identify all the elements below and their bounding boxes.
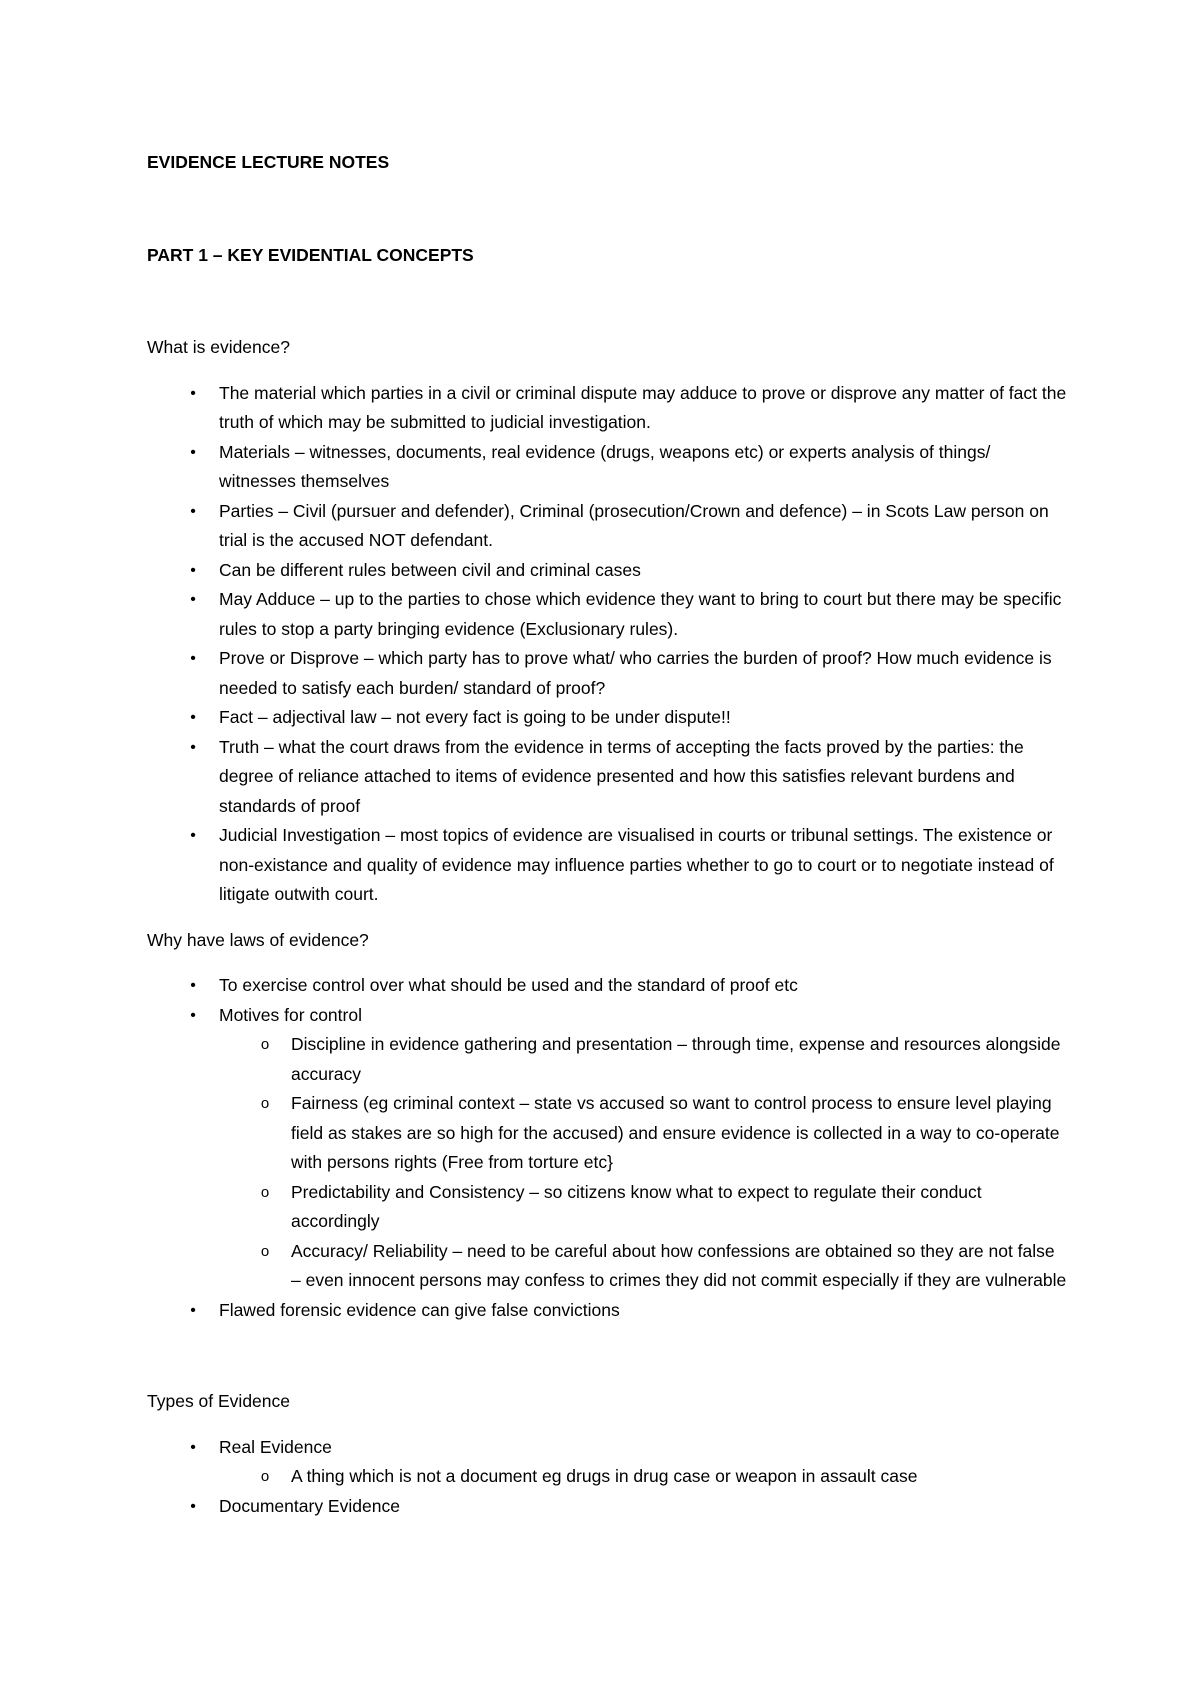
sub-list-item: o Predictability and Consistency – so citizens know what to expect to regulate their conduct accordingly: [219, 1178, 1067, 1237]
list-item: • Parties – Civil (pursuer and defender), Criminal (prosecution/Crown and defence) – in Scots Law person on trial is the accused NOT defendant.: [147, 497, 1067, 556]
bullet-icon: •: [190, 650, 196, 667]
document-title: EVIDENCE LECTURE NOTES: [147, 152, 390, 172]
list-item: • The material which parties in a civil or criminal dispute may adduce to prove or disprove any matter of fact the truth of which may be submitted to judicial investigation.: [147, 379, 1067, 438]
sub-list-item: o Discipline in evidence gathering and presentation – through time, expense and resources alongside accuracy: [219, 1030, 1067, 1089]
types-of-evidence-list: [147, 1433, 1067, 1522]
bullet-icon: •: [190, 591, 196, 608]
list-item: • Can be different rules between civil and criminal cases: [147, 556, 1067, 586]
sub-list-item: o Fairness (eg criminal context – state vs accused so want to control process to ensure level playing field as stakes are so high for the accused) and ensure evidence is collected in a way to co-operate with persons rights (Free from torture etc}: [219, 1089, 1067, 1178]
why-laws-list: [147, 971, 1067, 1325]
motives-sublist: [219, 1030, 1067, 1296]
list-item: • Motives for control o Discipline in evidence gathering and presentation – through time, expense and resources alongside accuracy o Fairness (eg criminal context – state vs accused so want to control process to ensure level playing field as stakes are so high for the accused) and ensure evidence is collected in a way to co-operate with persons rights (Free from torture etc} o Predictability and Consistency – so citizens know what to expect to regulate their conduct accordingly o Accuracy/ Reliability – need to be careful about how confessions are obtained so they are not false – even innocent persons may confess to crimes they did not commit especially if they are vulnerable: [147, 1001, 1067, 1296]
list-item: • Prove or Disprove – which party has to prove what/ who carries the burden of proof? How much evidence is needed to satisfy each burden/ standard of proof?: [147, 644, 1067, 703]
sub-bullet-icon: o: [260, 1242, 270, 1260]
part-heading: PART 1 – KEY EVIDENTIAL CONCEPTS: [147, 244, 474, 265]
bullet-icon: •: [190, 1497, 196, 1515]
list-item: • To exercise control over what should be used and the standard of proof etc: [147, 971, 1067, 1001]
bullet-icon: •: [190, 443, 196, 461]
bullet-icon: •: [190, 977, 196, 994]
bullet-icon: •: [190, 561, 196, 579]
bullet-icon: •: [190, 1301, 196, 1319]
bullet-icon: •: [190, 827, 196, 844]
what-is-evidence-list: [147, 379, 1067, 910]
bullet-icon: •: [190, 709, 196, 726]
list-item: • Fact – adjectival law – not every fact is going to be under dispute!!: [147, 703, 1067, 733]
bullet-icon: •: [190, 502, 196, 520]
list-item: • Real Evidence o A thing which is not a document eg drugs in drug case or weapon in assault case: [147, 1433, 1067, 1492]
bullet-icon: •: [190, 1006, 196, 1024]
section-heading-types-of-evidence: Types of Evidence: [147, 1391, 290, 1411]
list-item: • Flawed forensic evidence can give false convictions: [147, 1296, 1067, 1326]
list-item: • Materials – witnesses, documents, real evidence (drugs, weapons etc) or experts analysis of things/ witnesses themselves: [147, 438, 1067, 497]
sub-list-item: o A thing which is not a document eg drugs in drug case or weapon in assault case: [219, 1462, 1067, 1492]
sub-bullet-icon: o: [260, 1183, 270, 1201]
bullet-icon: •: [190, 384, 196, 402]
sub-bullet-icon: o: [260, 1036, 270, 1053]
list-item: • May Adduce – up to the parties to chose which evidence they want to bring to court but there may be specific rules to stop a party bringing evidence (Exclusionary rules).: [147, 585, 1067, 644]
section-heading-why-laws: Why have laws of evidence?: [147, 929, 369, 950]
list-item: • Truth – what the court draws from the evidence in terms of accepting the facts proved by the parties: the degree of reliance attached to items of evidence presented and how this satisfies relevant burdens and standards of proof: [147, 733, 1067, 822]
document-page: [147, 148, 1067, 1521]
section-heading-what-is-evidence: What is evidence?: [147, 337, 290, 357]
bullet-icon: •: [190, 738, 196, 756]
sub-list-item: o Accuracy/ Reliability – need to be careful about how confessions are obtained so they are not false – even innocent persons may confess to crimes they did not commit especially if they are vulnerable: [219, 1237, 1067, 1296]
list-item: • Judicial Investigation – most topics of evidence are visualised in courts or tribunal settings. The existence or non-existance and quality of evidence may influence parties whether to go to court or to negotiate instead of litigate outwith court.: [147, 821, 1067, 910]
real-evidence-sublist: [219, 1462, 1067, 1492]
list-item: • Documentary Evidence: [147, 1492, 1067, 1522]
bullet-icon: •: [190, 1438, 196, 1456]
sub-bullet-icon: o: [260, 1095, 270, 1112]
sub-bullet-icon: o: [260, 1468, 270, 1485]
